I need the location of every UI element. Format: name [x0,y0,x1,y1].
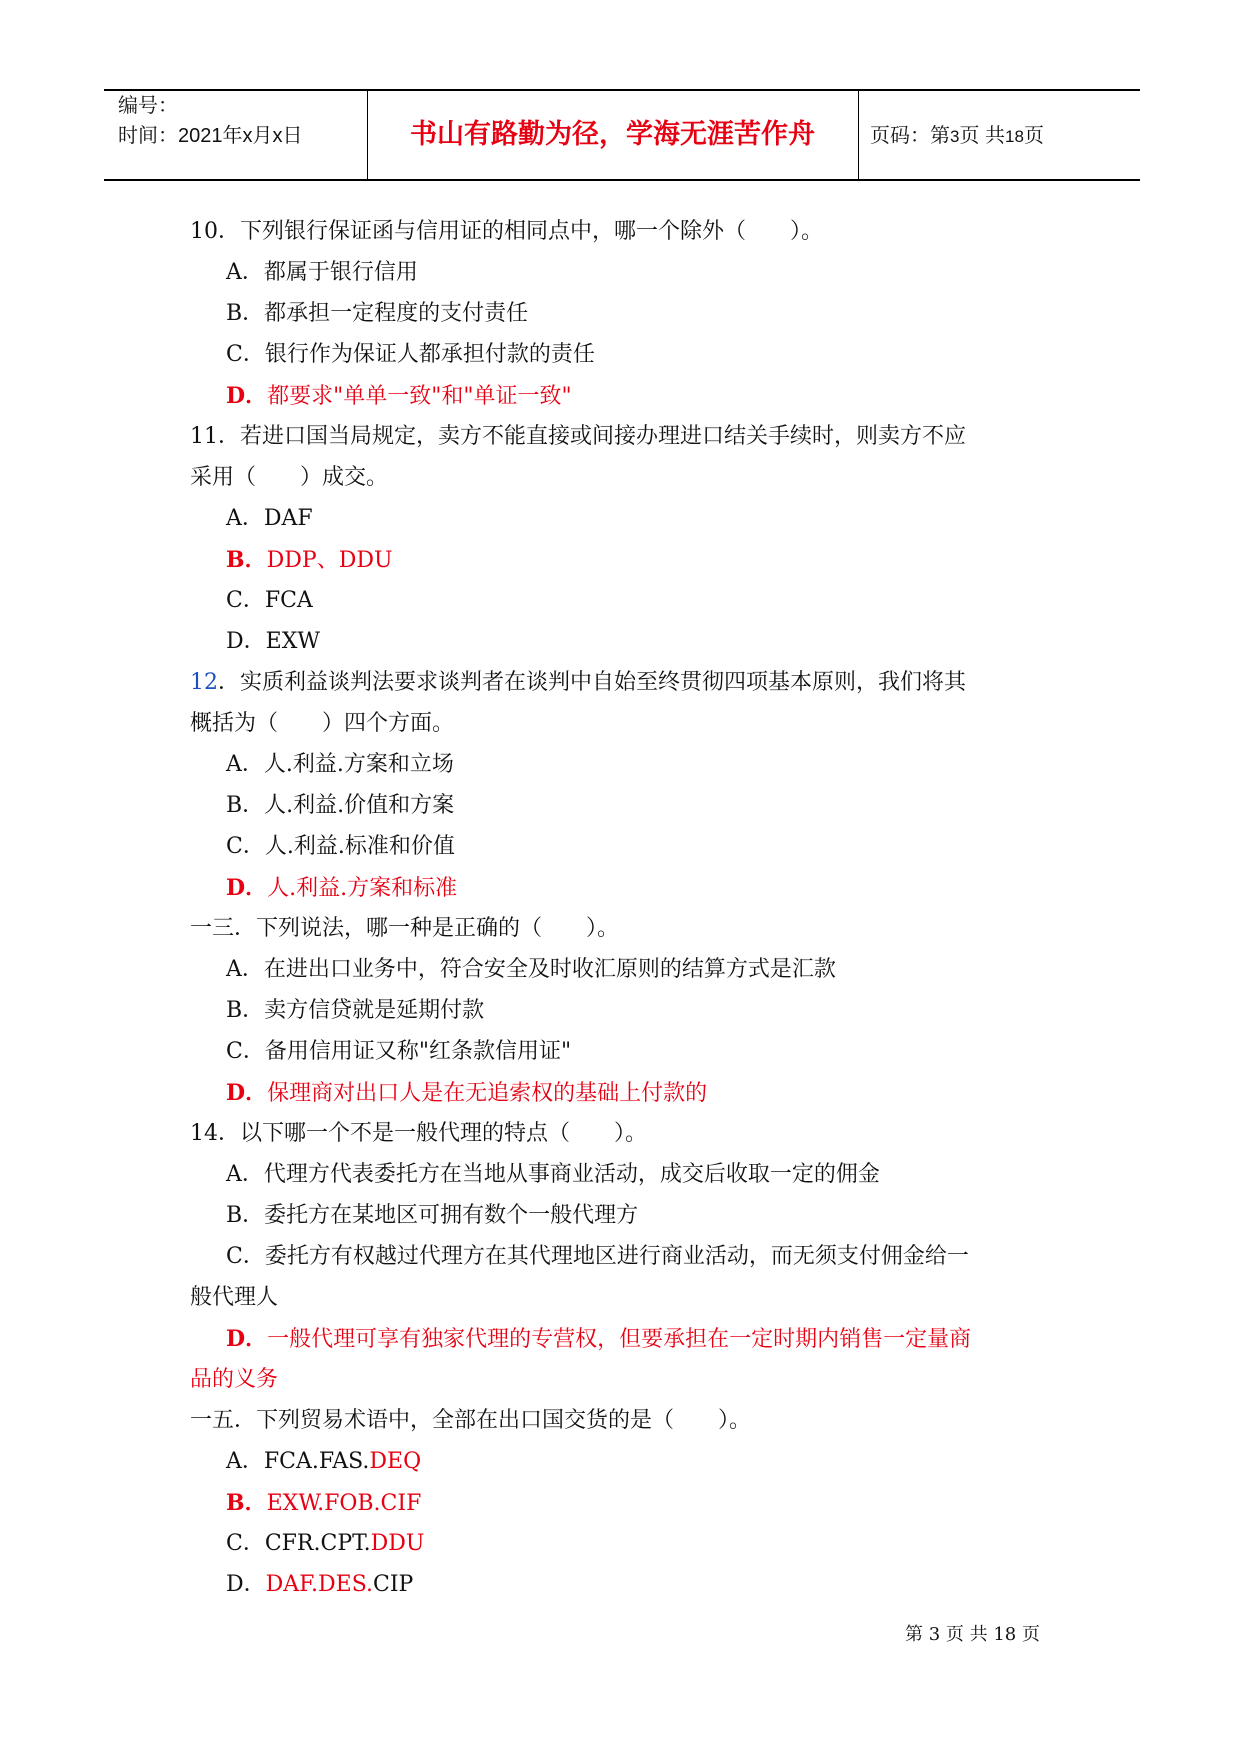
question-11-option-b-answer [226,540,393,580]
option-label: B． [226,1490,267,1516]
question-12-stem-cont: 概括为（ ）四个方面。 [190,711,455,736]
question-10-option-c: C．银行作为保证人都承担付款的责任 [226,342,595,367]
option-text: DDP、DDU [266,548,393,573]
question-11-option-a: A．DAF [226,506,313,531]
option-text: 保理商对出口人是在无追索权的基础上付款的 [267,1081,708,1106]
question-11-option-d: D．EXW [226,629,320,654]
option-text-highlight: DDU [370,1531,425,1556]
question-10-option-b: B．都承担一定程度的支付责任 [226,301,529,326]
option-label: D． [226,1572,266,1597]
question-13-option-a: A．在进出口业务中，符合安全及时收汇原则的结算方式是汇款 [226,957,836,982]
question-13-option-d-answer [226,1073,707,1113]
question-14-option-d-answer-cont: 品的义务 [190,1367,279,1392]
option-label: D． [226,1080,268,1106]
header-motto: 书山有路勤为径，学海无涯苦作舟 [410,119,815,150]
question-14-option-d-answer [226,1319,971,1359]
option-label: D． [226,1326,268,1352]
option-text-highlight: DEQ [369,1449,422,1474]
header-page-number [870,121,1044,152]
question-14-stem: 14．以下哪一个不是一般代理的特点（ ）。 [190,1121,647,1146]
question-10-stem: 10．下列银行保证函与信用证的相同点中，哪一个除外（ ）。 [190,219,823,244]
option-text: CIP [372,1572,414,1597]
page-footer: 第 3 页 共 18 页 [905,1624,1040,1645]
question-15-option-a [226,1442,421,1482]
option-label: D． [226,875,268,901]
header-divider [858,91,859,179]
question-15-option-d [226,1565,413,1605]
question-11-stem-cont: 采用（ ）成交。 [190,465,389,490]
question-15-option-c [226,1524,424,1564]
question-12-stem [190,663,966,703]
option-text: 一般代理可享有独家代理的专营权，但要承担在一定时期内销售一定量商 [267,1327,972,1352]
question-15-option-b-answer [226,1483,421,1523]
option-text: 都要求"单单一致"和"单证一致" [267,384,572,409]
question-14-option-a: A．代理方代表委托方在当地从事商业活动，成交后收取一定的佣金 [226,1162,880,1187]
question-14-option-c-cont: 般代理人 [190,1285,279,1310]
header-meta [118,91,303,151]
question-15-stem: 一五．下列贸易术语中，全部在出口国交货的是（ ）。 [190,1408,752,1433]
question-10-option-a: A．都属于银行信用 [226,260,418,285]
serial-label: 编号： [118,95,178,117]
page-total: 18 [1005,127,1024,146]
option-label: D． [226,383,268,409]
question-11-option-c: C．FCA [226,588,313,613]
option-label: B． [226,547,267,573]
question-number: 12 [190,670,218,695]
option-text: EXW.FOB.CIF [266,1491,422,1516]
question-12-option-a: A．人.利益.方案和立场 [226,752,454,777]
question-10-option-d-answer [226,376,572,416]
question-14-option-b: B．委托方在某地区可拥有数个一般代理方 [226,1203,639,1228]
time-label: 时间：2021年x月x日 [118,125,303,147]
option-text: 人.利益.方案和标准 [267,876,458,901]
question-13-option-b: B．卖方信贷就是延期付款 [226,998,485,1023]
page-mid: 页 共 [959,125,1006,147]
question-11-stem: 11．若进口国当局规定，卖方不能直接或间接办理进口结关手续时，则卖方不应 [190,424,966,449]
option-text: C．CFR.CPT. [226,1531,371,1556]
page-current: 3 [950,127,960,146]
question-stem-text: ．实质利益谈判法要求谈判者在谈判中自始至终贯彻四项基本原则，我们将其 [218,670,967,695]
page-suffix: 页 [1023,125,1044,147]
question-14-option-c: C．委托方有权越过代理方在其代理地区进行商业活动，而无须支付佣金给一 [226,1244,969,1269]
question-12-option-d-answer [226,868,457,908]
question-13-option-c: C．备用信用证又称"红条款信用证" [226,1039,572,1064]
page-prefix: 页码：第 [870,125,950,147]
option-text: A．FCA.FAS. [226,1449,370,1474]
page-header [104,89,1140,181]
option-text-highlight: DAF.DES. [265,1572,373,1597]
question-12-option-b: B．人.利益.价值和方案 [226,793,455,818]
question-12-option-c: C．人.利益.标准和价值 [226,834,455,859]
question-13-stem: 一三．下列说法，哪一种是正确的（ ）。 [190,916,620,941]
